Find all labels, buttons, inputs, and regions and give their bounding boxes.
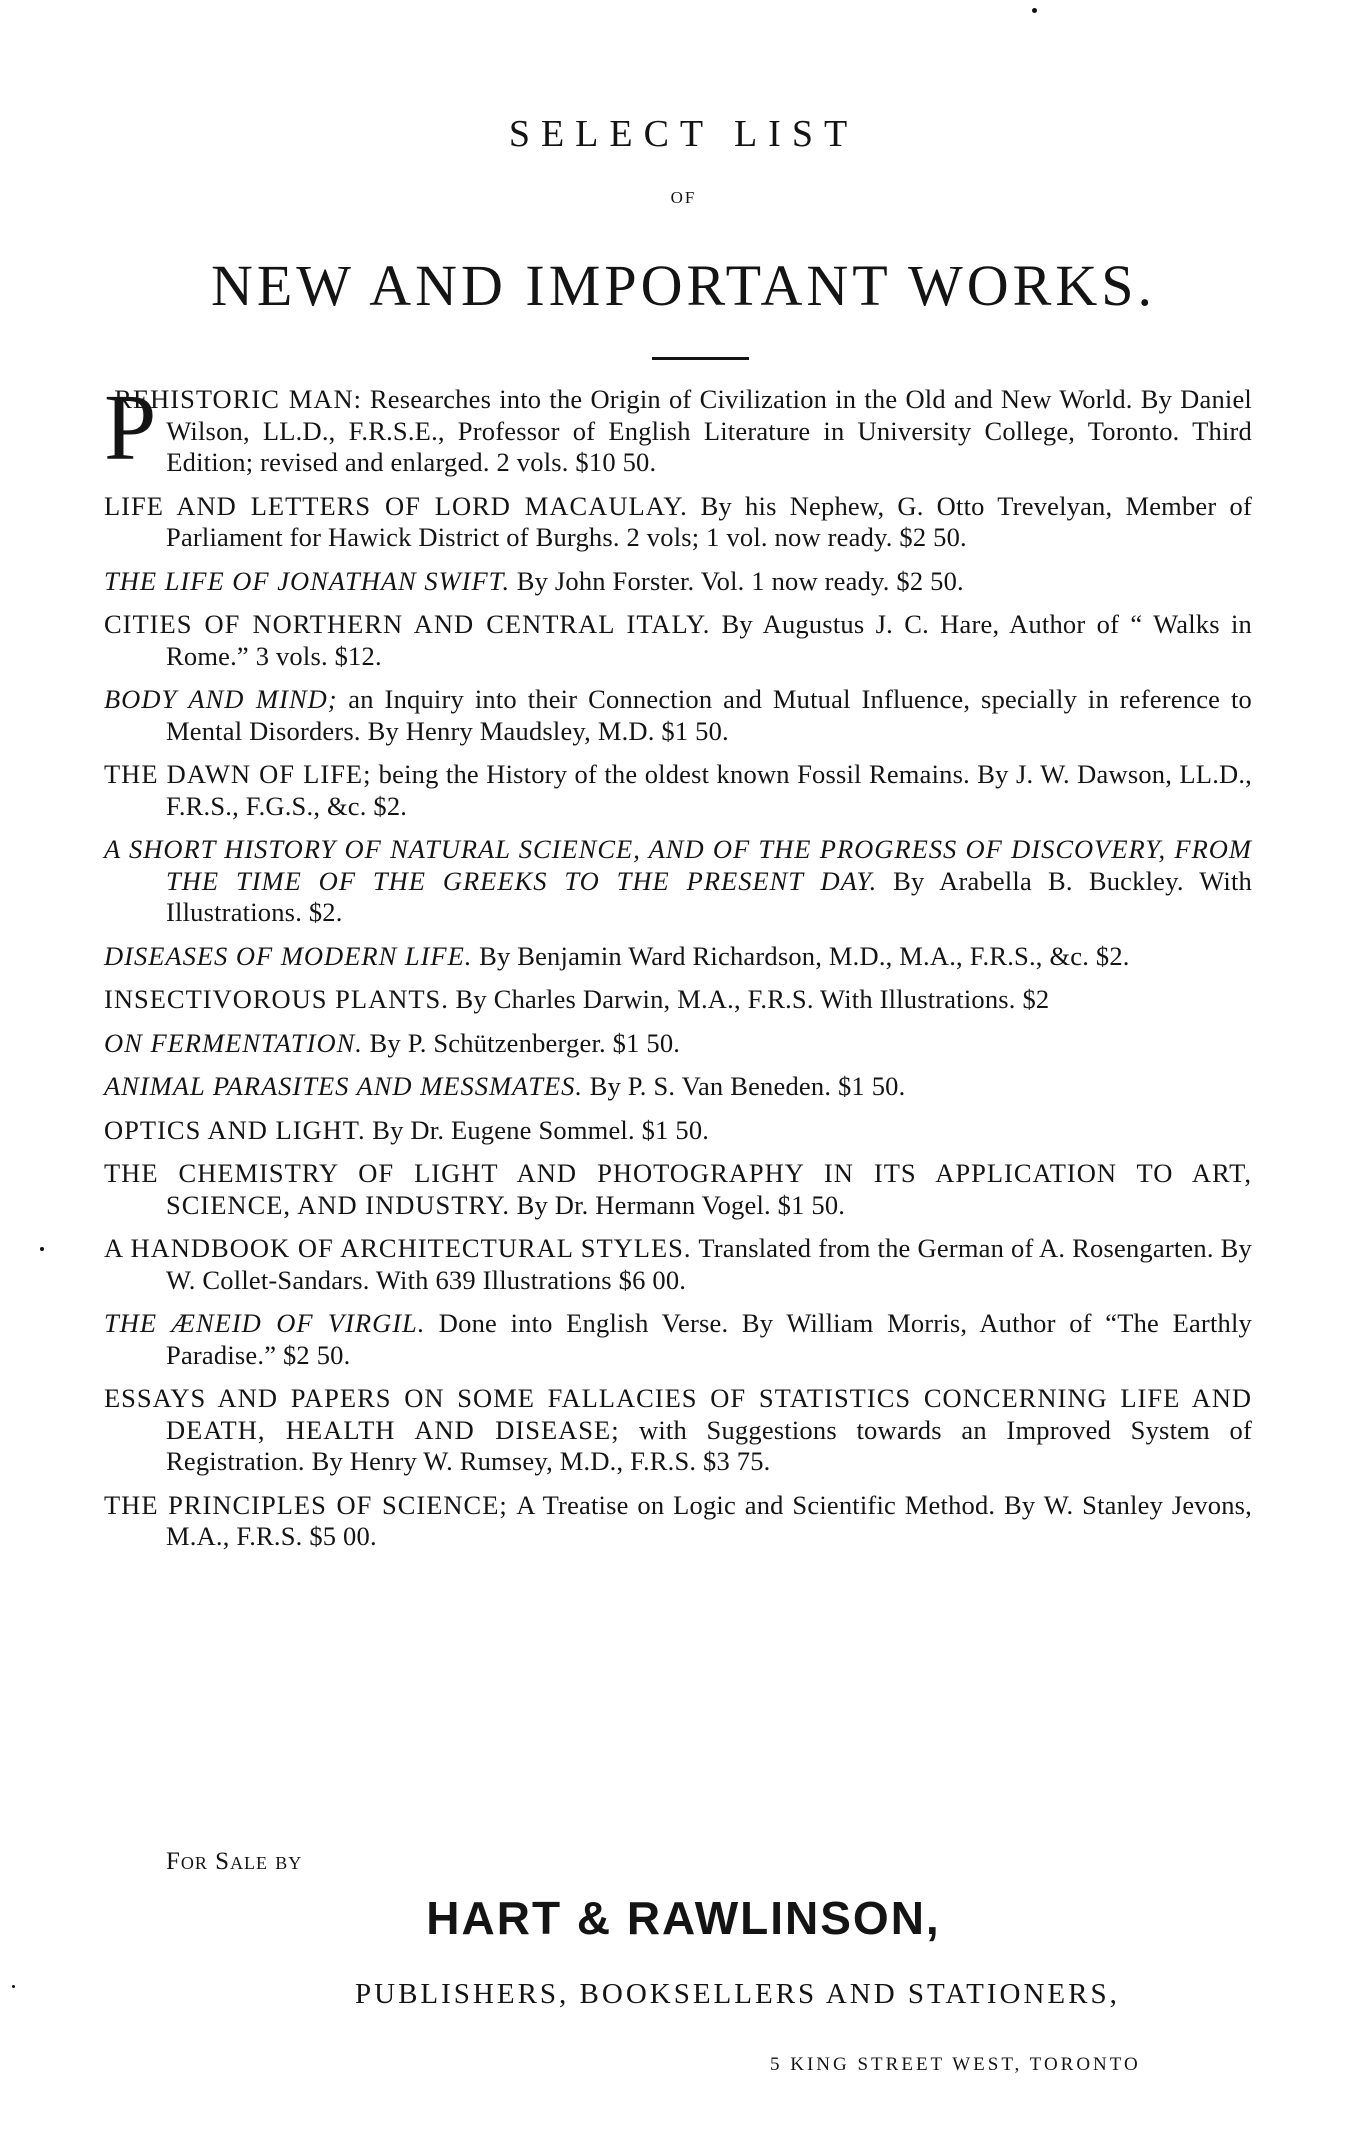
book-entry — [104, 984, 1252, 1016]
book-entry — [104, 609, 1252, 672]
page-title: NEW AND IMPORTANT WORKS. — [210, 253, 1157, 318]
for-sale-label: For Sale by — [166, 1848, 303, 1875]
book-entry — [104, 941, 1252, 973]
book-title: A SHORT HISTORY OF NATURAL SCIENCE, AND OF THE PROGRESS OF DISCOVERY, FROM THE TIME OF THE GREEKS TO THE PRESENT DAY. — [104, 834, 1252, 896]
book-entry — [104, 1233, 1252, 1296]
book-entry — [104, 1383, 1252, 1478]
book-entry — [104, 1158, 1252, 1221]
book-entry — [104, 1115, 1252, 1147]
book-title: A HANDBOOK OF ARCHITECTURAL STYLES. — [104, 1233, 692, 1263]
book-description: By John Forster. Vol. 1 now ready. $2 50. — [516, 565, 964, 596]
book-entry — [104, 759, 1252, 822]
book-description: an Inquiry into their Connection and Mutual Influence, specially in reference to Mental Disorders. By Henry Maudsley, M.D. $1 50. — [166, 684, 1252, 746]
book-title: THE LIFE OF JONATHAN SWIFT. — [104, 565, 511, 596]
drop-cap: P — [104, 376, 157, 480]
book-description: Done into English Verse. By William Morris, Author of “The Earthly Paradise.” $2 50. — [166, 1308, 1252, 1370]
publisher-description: PUBLISHERS, BOOKSELLERS AND STATIONERS, — [355, 1978, 1120, 2010]
book-entry — [104, 566, 1252, 598]
book-entry — [104, 834, 1252, 929]
book-title: THE ÆNEID OF VIRGIL. — [104, 1308, 426, 1338]
book-description: A Treatise on Logic and Scientific Method. By W. Stanley Jevons, M.A., F.R.S. $5 00. — [166, 1489, 1252, 1551]
book-description: By P. Schützenberger. $1 50. — [369, 1027, 681, 1058]
book-title: THE CHEMISTRY OF LIGHT AND PHOTOGRAPHY IN ITS APPLICATION TO ART, SCIENCE, AND INDUSTRY. — [104, 1158, 1252, 1220]
book-description: By Charles Darwin, M.A., F.R.S. With Illustrations. $2 — [455, 984, 1050, 1014]
book-title: INSECTIVOROUS PLANTS. — [104, 984, 449, 1014]
book-title: THE PRINCIPLES OF SCIENCE; — [104, 1489, 508, 1520]
book-title: ON FERMENTATION. — [104, 1027, 363, 1058]
header-select-list: SELECT LIST — [508, 113, 859, 155]
print-speck — [40, 1247, 44, 1251]
book-description: with Suggestions towards an Improved System of Registration. By Henry W. Rumsey, M.D., F.R.S. $3 75. — [166, 1414, 1253, 1476]
book-description: Researches into the Origin of Civilization in the Old and New World. By Daniel Wilson, LL.D., F.R.S.E., Professor of English Literature in University College, Toronto. Third Edition; revised and enlarged. 2 vols. $10 50. — [166, 384, 1252, 477]
book-title: OPTICS AND LIGHT. — [104, 1114, 366, 1145]
book-entry — [104, 1028, 1252, 1060]
book-description: By Augustus J. C. Hare, Author of “ Walks in Rome.” 3 vols. $12. — [166, 609, 1253, 671]
book-entry — [104, 684, 1252, 747]
book-entry — [104, 1490, 1252, 1553]
book-title: ESSAYS AND PAPERS ON SOME FALLACIES OF STATISTICS CONCERNING LIFE AND DEATH, HEALTH AND DISEASE; — [104, 1383, 1252, 1445]
book-description: By Benjamin Ward Richardson, M.D., M.A., F.R.S., &c. $2. — [479, 940, 1130, 971]
book-description: By Dr. Eugene Sommel. $1 50. — [372, 1114, 710, 1145]
publisher-name: HART & RAWLINSON, — [426, 1892, 941, 1944]
book-entry — [104, 1071, 1252, 1103]
book-description: being the History of the oldest known Fossil Remains. By J. W. Dawson, LL.D., F.R.S., F.G.S., &c. $2. — [166, 759, 1253, 821]
book-title: BODY AND MIND; — [104, 684, 338, 714]
book-description: By his Nephew, G. Otto Trevelyan, Member of Parliament for Hawick District of Burghs. 2 vols; 1 vol. now ready. $2 50. — [166, 490, 1253, 552]
book-description: By P. S. Van Beneden. $1 50. — [589, 1071, 906, 1101]
publisher-address: 5 KING STREET WEST, TORONTO — [770, 2054, 1141, 2075]
book-title: ANIMAL PARASITES AND MESSMATES. — [104, 1071, 584, 1101]
book-description: Translated from the German of A. Rosengarten. By W. Collet-Sandars. With 639 Illustrations $6 00. — [166, 1233, 1252, 1295]
title-rule — [652, 357, 749, 360]
book-title: CITIES OF NORTHERN AND CENTRAL ITALY. — [104, 609, 711, 639]
book-description: By Dr. Hermann Vogel. $1 50. — [516, 1189, 846, 1220]
print-speck — [12, 1985, 15, 1988]
header-of: OF — [670, 188, 697, 207]
book-title: LIFE AND LETTERS OF LORD MACAULAY. — [104, 490, 688, 521]
book-description: By Arabella B. Buckley. With Illustrations. $2. — [166, 865, 1253, 927]
print-speck — [1032, 8, 1037, 13]
book-list — [104, 376, 1253, 1565]
book-title: DISEASES OF MODERN LIFE. — [104, 940, 473, 971]
book-entry — [104, 376, 1252, 480]
book-entry — [104, 1308, 1252, 1371]
book-title: REHISTORIC MAN: — [114, 384, 362, 414]
book-title: THE DAWN OF LIFE; — [104, 759, 372, 789]
book-entry — [104, 491, 1252, 554]
